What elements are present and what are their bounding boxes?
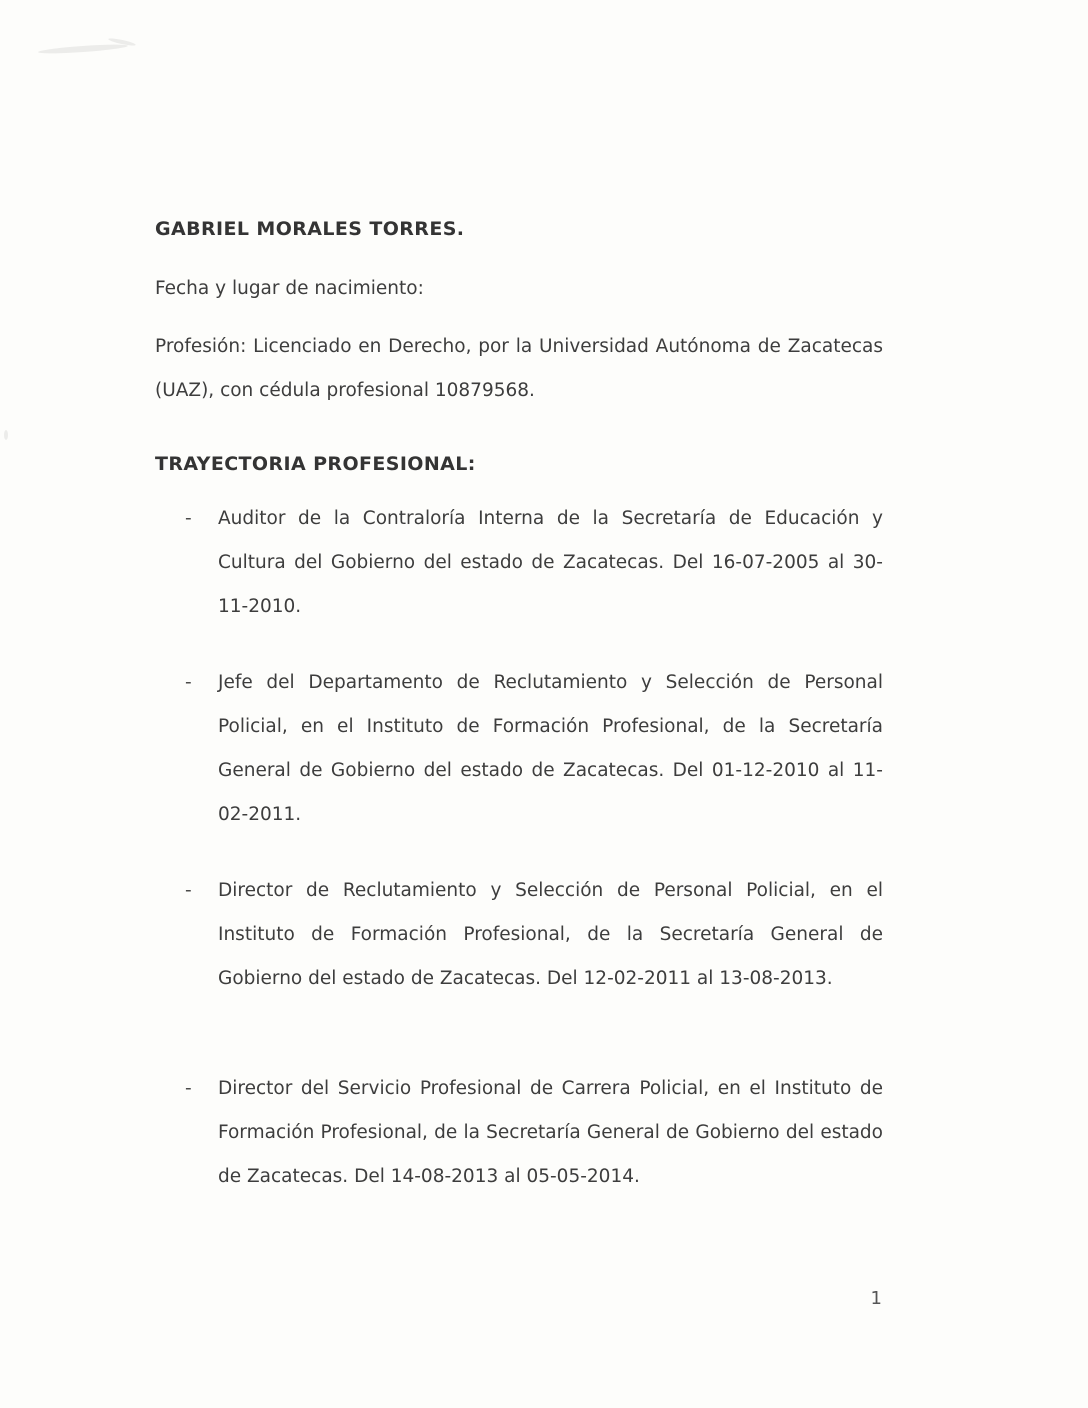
page-title: GABRIEL MORALES TORRES. xyxy=(155,218,465,240)
bullet-dash: - xyxy=(185,508,192,529)
bullet-dash: - xyxy=(185,880,192,901)
career-item-text: Auditor de la Contraloría Interna de la Secretaría de Educación y Cultura del Gobierno del estado de Zacatecas. Del 16-07-2005 al 30-11-2010. xyxy=(218,508,883,617)
page-number: 1 xyxy=(870,1288,882,1309)
career-item-text: Director del Servicio Profesional de Carrera Policial, en el Instituto de Formación Profesional, de la Secretaría General de Gobierno del estado de Zacatecas. Del 14-08-2013 al 05-05-2014. xyxy=(218,1078,883,1187)
career-list-item xyxy=(185,497,883,629)
career-item-text: Director de Reclutamiento y Selección de Personal Policial, en el Instituto de Formación Profesional, de la Secretaría General de Gobierno del estado de Zacatecas. Del 12-02-2011 al 13-08-2013. xyxy=(218,880,883,989)
career-list-item xyxy=(185,661,883,837)
birth-date-label: Fecha y lugar de nacimiento: xyxy=(155,278,424,299)
bullet-dash: - xyxy=(185,672,192,693)
scan-artifact xyxy=(38,43,128,55)
scan-artifact xyxy=(4,430,8,440)
career-list xyxy=(155,497,883,1199)
career-list-item xyxy=(185,869,883,1001)
career-list-item xyxy=(185,1067,883,1199)
document-body xyxy=(155,218,883,1231)
bullet-dash: - xyxy=(185,1078,192,1099)
profession-paragraph: Profesión: Licenciado en Derecho, por la Universidad Autónoma de Zacatecas (UAZ), con cédula profesional 10879568. xyxy=(155,336,883,401)
career-item-text: Jefe del Departamento de Reclutamiento y Selección de Personal Policial, en el Instituto de Formación Profesional, de la Secretaría General de Gobierno del estado de Zacatecas. Del 01-12-2010 al 11-02-2011. xyxy=(218,672,883,825)
section-heading-trayectoria: TRAYECTORIA PROFESIONAL: xyxy=(155,453,476,475)
